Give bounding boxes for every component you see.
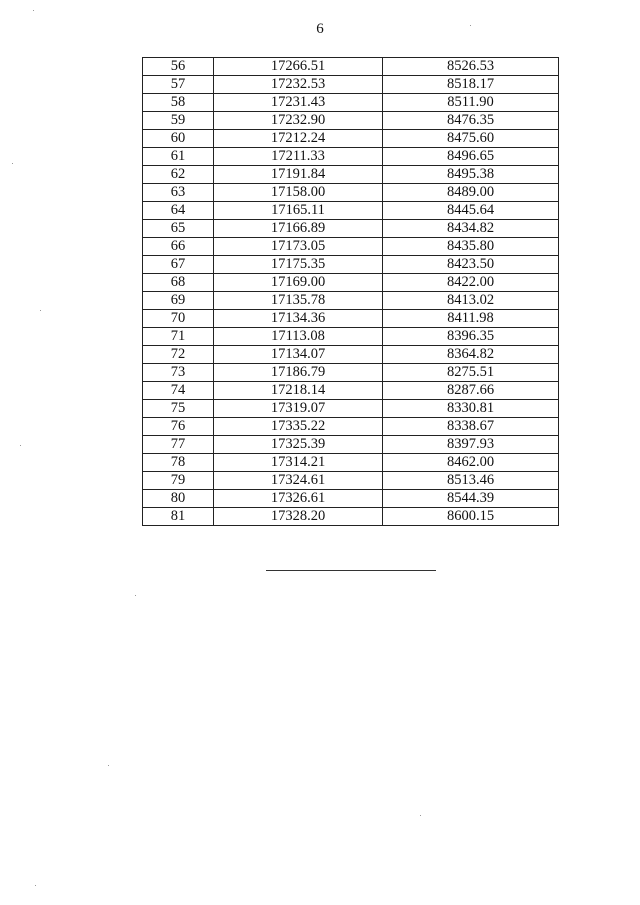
x-coordinate-cell: 17232.90 bbox=[214, 112, 383, 130]
x-coordinate-cell: 17218.14 bbox=[214, 382, 383, 400]
x-coordinate-cell: 17191.84 bbox=[214, 166, 383, 184]
x-coordinate-cell: 17158.00 bbox=[214, 184, 383, 202]
x-coordinate-cell: 17314.21 bbox=[214, 454, 383, 472]
point-number-cell: 78 bbox=[143, 454, 214, 472]
point-number-cell: 60 bbox=[143, 130, 214, 148]
table-row bbox=[143, 202, 559, 220]
point-number-cell: 72 bbox=[143, 346, 214, 364]
y-coordinate-cell: 8495.38 bbox=[383, 166, 559, 184]
x-coordinate-cell: 17266.51 bbox=[214, 58, 383, 76]
x-coordinate-cell: 17173.05 bbox=[214, 238, 383, 256]
y-coordinate-cell: 8364.82 bbox=[383, 346, 559, 364]
scan-speck bbox=[35, 885, 36, 886]
x-coordinate-cell: 17175.35 bbox=[214, 256, 383, 274]
table-row bbox=[143, 130, 559, 148]
x-coordinate-cell: 17135.78 bbox=[214, 292, 383, 310]
x-coordinate-cell: 17186.79 bbox=[214, 364, 383, 382]
point-number-cell: 71 bbox=[143, 328, 214, 346]
y-coordinate-cell: 8434.82 bbox=[383, 220, 559, 238]
scan-speck bbox=[470, 25, 471, 26]
y-coordinate-cell: 8476.35 bbox=[383, 112, 559, 130]
scan-speck bbox=[420, 815, 421, 816]
y-coordinate-cell: 8544.39 bbox=[383, 490, 559, 508]
table-row bbox=[143, 328, 559, 346]
table-row bbox=[143, 58, 559, 76]
y-coordinate-cell: 8445.64 bbox=[383, 202, 559, 220]
point-number-cell: 69 bbox=[143, 292, 214, 310]
scan-speck bbox=[12, 163, 13, 164]
y-coordinate-cell: 8422.00 bbox=[383, 274, 559, 292]
point-number-cell: 79 bbox=[143, 472, 214, 490]
coordinates-table bbox=[142, 57, 559, 526]
table-row bbox=[143, 166, 559, 184]
coordinates-table-body bbox=[143, 58, 559, 526]
table-row bbox=[143, 472, 559, 490]
y-coordinate-cell: 8330.81 bbox=[383, 400, 559, 418]
end-of-document-line bbox=[266, 570, 436, 571]
table-row bbox=[143, 94, 559, 112]
point-number-cell: 73 bbox=[143, 364, 214, 382]
table-row bbox=[143, 364, 559, 382]
point-number-cell: 56 bbox=[143, 58, 214, 76]
y-coordinate-cell: 8511.90 bbox=[383, 94, 559, 112]
table-row bbox=[143, 112, 559, 130]
table-row bbox=[143, 400, 559, 418]
point-number-cell: 74 bbox=[143, 382, 214, 400]
point-number-cell: 65 bbox=[143, 220, 214, 238]
point-number-cell: 64 bbox=[143, 202, 214, 220]
x-coordinate-cell: 17328.20 bbox=[214, 508, 383, 526]
table-row bbox=[143, 418, 559, 436]
x-coordinate-cell: 17113.08 bbox=[214, 328, 383, 346]
point-number-cell: 58 bbox=[143, 94, 214, 112]
scan-speck bbox=[40, 310, 41, 311]
table-row bbox=[143, 148, 559, 166]
y-coordinate-cell: 8275.51 bbox=[383, 364, 559, 382]
point-number-cell: 70 bbox=[143, 310, 214, 328]
table-row bbox=[143, 382, 559, 400]
x-coordinate-cell: 17134.36 bbox=[214, 310, 383, 328]
x-coordinate-cell: 17169.00 bbox=[214, 274, 383, 292]
table-row bbox=[143, 436, 559, 454]
x-coordinate-cell: 17325.39 bbox=[214, 436, 383, 454]
page-number: 6 bbox=[316, 21, 324, 37]
point-number-cell: 67 bbox=[143, 256, 214, 274]
point-number-cell: 68 bbox=[143, 274, 214, 292]
point-number-cell: 62 bbox=[143, 166, 214, 184]
table-row bbox=[143, 508, 559, 526]
x-coordinate-cell: 17212.24 bbox=[214, 130, 383, 148]
table-row bbox=[143, 310, 559, 328]
point-number-cell: 57 bbox=[143, 76, 214, 94]
point-number-cell: 59 bbox=[143, 112, 214, 130]
x-coordinate-cell: 17134.07 bbox=[214, 346, 383, 364]
point-number-cell: 77 bbox=[143, 436, 214, 454]
table-row bbox=[143, 274, 559, 292]
x-coordinate-cell: 17335.22 bbox=[214, 418, 383, 436]
y-coordinate-cell: 8411.98 bbox=[383, 310, 559, 328]
y-coordinate-cell: 8396.35 bbox=[383, 328, 559, 346]
point-number-cell: 76 bbox=[143, 418, 214, 436]
point-number-cell: 80 bbox=[143, 490, 214, 508]
y-coordinate-cell: 8423.50 bbox=[383, 256, 559, 274]
scan-speck bbox=[33, 10, 34, 11]
table-row bbox=[143, 346, 559, 364]
table-row bbox=[143, 256, 559, 274]
point-number-cell: 75 bbox=[143, 400, 214, 418]
y-coordinate-cell: 8475.60 bbox=[383, 130, 559, 148]
scan-speck bbox=[135, 595, 136, 596]
y-coordinate-cell: 8287.66 bbox=[383, 382, 559, 400]
y-coordinate-cell: 8397.93 bbox=[383, 436, 559, 454]
y-coordinate-cell: 8435.80 bbox=[383, 238, 559, 256]
x-coordinate-cell: 17166.89 bbox=[214, 220, 383, 238]
point-number-cell: 61 bbox=[143, 148, 214, 166]
y-coordinate-cell: 8496.65 bbox=[383, 148, 559, 166]
table-row bbox=[143, 238, 559, 256]
table-row bbox=[143, 292, 559, 310]
y-coordinate-cell: 8526.53 bbox=[383, 58, 559, 76]
point-number-cell: 81 bbox=[143, 508, 214, 526]
x-coordinate-cell: 17324.61 bbox=[214, 472, 383, 490]
x-coordinate-cell: 17231.43 bbox=[214, 94, 383, 112]
y-coordinate-cell: 8413.02 bbox=[383, 292, 559, 310]
table-row bbox=[143, 184, 559, 202]
point-number-cell: 66 bbox=[143, 238, 214, 256]
table-row bbox=[143, 76, 559, 94]
y-coordinate-cell: 8338.67 bbox=[383, 418, 559, 436]
table-row bbox=[143, 454, 559, 472]
y-coordinate-cell: 8513.46 bbox=[383, 472, 559, 490]
y-coordinate-cell: 8600.15 bbox=[383, 508, 559, 526]
y-coordinate-cell: 8462.00 bbox=[383, 454, 559, 472]
scan-speck bbox=[108, 765, 109, 766]
x-coordinate-cell: 17232.53 bbox=[214, 76, 383, 94]
point-number-cell: 63 bbox=[143, 184, 214, 202]
x-coordinate-cell: 17326.61 bbox=[214, 490, 383, 508]
scan-speck bbox=[20, 445, 21, 446]
table-row bbox=[143, 220, 559, 238]
y-coordinate-cell: 8489.00 bbox=[383, 184, 559, 202]
y-coordinate-cell: 8518.17 bbox=[383, 76, 559, 94]
x-coordinate-cell: 17319.07 bbox=[214, 400, 383, 418]
x-coordinate-cell: 17165.11 bbox=[214, 202, 383, 220]
table-row bbox=[143, 490, 559, 508]
x-coordinate-cell: 17211.33 bbox=[214, 148, 383, 166]
